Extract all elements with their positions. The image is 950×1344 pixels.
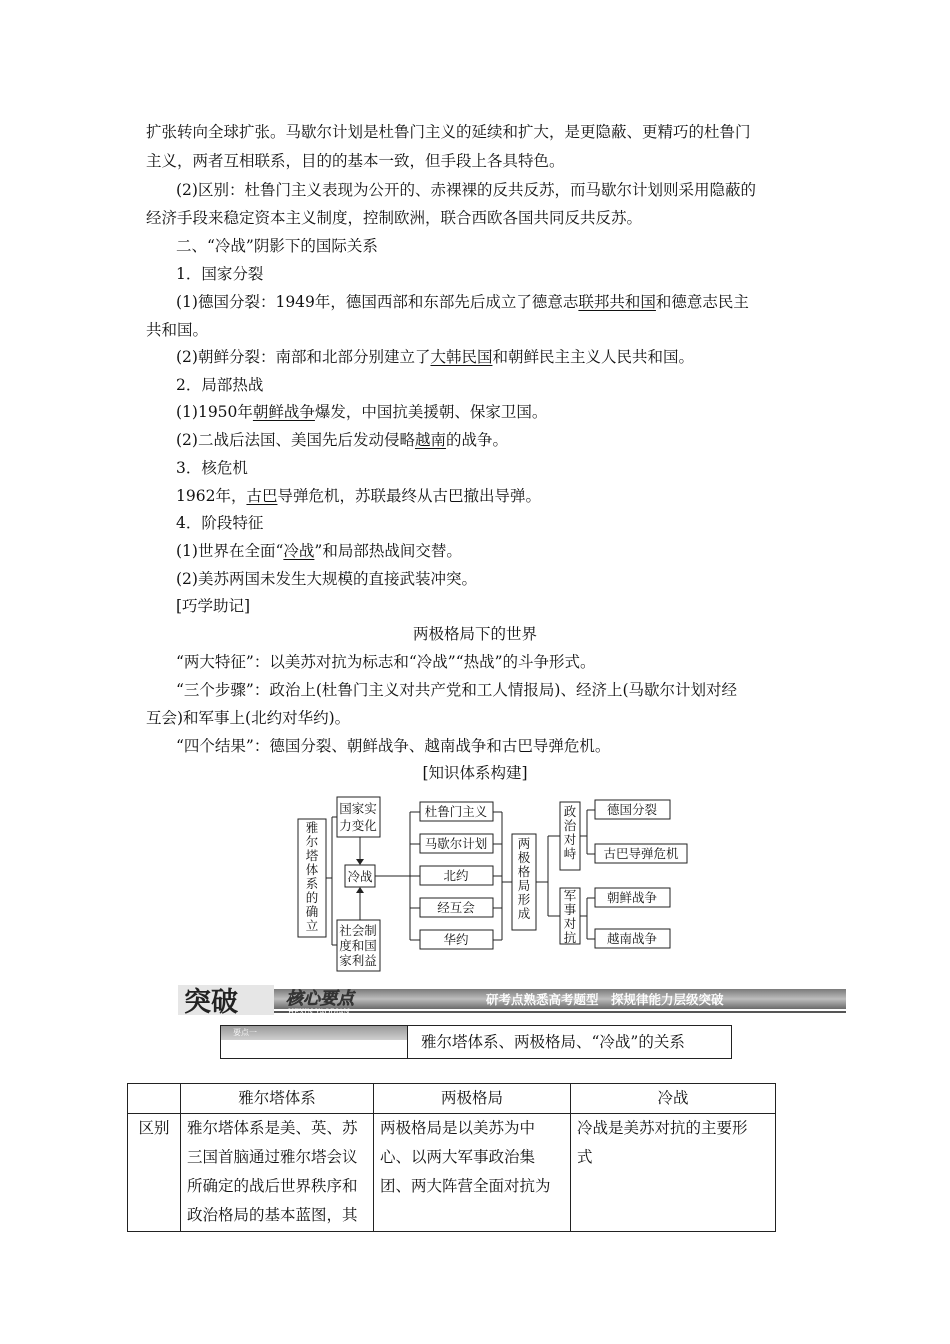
vertical-char: 极 [517, 850, 531, 865]
text-span: 导弹危机，苏联最终从古巴撤出导弹。 [277, 487, 541, 505]
vertical-char: 系 [305, 876, 319, 891]
subheading: 1．国家分裂 [176, 265, 264, 283]
cell-line: 政治格局的基本蓝图，其 [187, 1206, 358, 1224]
text-span: (2)二战后法国、美国先后发动侵略 [176, 431, 415, 449]
vertical-char: 体 [305, 862, 319, 877]
cell-line: 式 [577, 1148, 593, 1166]
vertical-char: 成 [517, 906, 531, 921]
blank-answer: 朝鲜战争 [252, 403, 315, 421]
subheading: 2．局部热战 [176, 376, 264, 394]
diagram-result: 朝鲜战争 [606, 890, 658, 905]
section-banner [178, 985, 846, 1015]
table-cell [374, 1114, 571, 1232]
vertical-char: 对 [563, 832, 577, 847]
vertical-char: 确 [305, 904, 319, 919]
subheading: 4．阶段特征 [176, 514, 264, 532]
paragraph-line: 互会)和军事上(北约对华约)。 [146, 709, 351, 727]
memory-tip-title: 两极格局下的世界 [412, 625, 537, 643]
topic-title: 雅尔塔体系、两极格局、“冷战”的关系 [421, 1033, 685, 1051]
diagram-political-label [564, 804, 577, 861]
vertical-char: 局 [517, 878, 531, 893]
knowledge-structure-heading: [知识体系构建] [422, 764, 528, 782]
paragraph-line [176, 541, 462, 561]
diagram-item: 北约 [443, 868, 469, 883]
paragraph-line: “四个结果”：德国分裂、朝鲜战争、越南战争和古巴导弹危机。 [176, 737, 611, 755]
diagram-result: 古巴导弹危机 [603, 846, 679, 861]
vertical-char: 事 [563, 902, 577, 917]
text-span: (2)朝鲜分裂：南部和北部分别建立了 [176, 348, 431, 366]
vertical-char: 格 [517, 864, 531, 879]
diagram-bottom-line: 家利益 [339, 953, 377, 968]
diagram-result: 德国分裂 [606, 802, 658, 817]
table-row-label: 区别 [128, 1114, 181, 1232]
diagram-top-line: 力变化 [339, 818, 377, 833]
paragraph-line: “三个步骤”：政治上(杜鲁门主义对共产党和工人情报局)、经济上(马歇尔计划对经 [176, 681, 737, 699]
cell-line: 所确定的战后世界秩序和 [187, 1177, 358, 1195]
vertical-char: 塔 [305, 848, 319, 863]
blank-answer: 越南 [414, 431, 446, 449]
cell-line: 三国首脑通过雅尔塔会议 [187, 1148, 358, 1166]
text-span: 的战争。 [445, 431, 508, 449]
cell-line: 心、以两大军事政治集 [380, 1148, 536, 1166]
topic-tag [221, 1026, 407, 1040]
paragraph-line: 共和国。 [146, 321, 209, 339]
vertical-char: 峙 [563, 846, 577, 861]
vertical-char: 两 [517, 836, 531, 851]
blank-answer: 联邦共和国 [578, 293, 656, 311]
diagram-item: 杜鲁门主义 [424, 804, 488, 819]
text-span: (1)1950年 [176, 403, 253, 421]
paragraph-line: “两大特征”：以美苏对抗为标志和“冷战”“热战”的斗争形式。 [176, 653, 596, 671]
section-heading: 二、“冷战”阴影下的国际关系 [176, 237, 378, 255]
table-header-row [128, 1084, 776, 1114]
banner-big-text: 突破 [184, 987, 238, 1015]
table-header-cell [128, 1084, 181, 1114]
diagram-cold-war-label: 冷战 [347, 869, 373, 884]
paragraph-line: (2)美苏两国未发生大规模的直接武装冲突。 [176, 570, 477, 588]
memory-tip-heading: [巧学助记] [176, 597, 251, 615]
diagram-result: 越南战争 [606, 931, 658, 946]
subheading: 3．核危机 [176, 459, 248, 477]
diagram-bipolar-label [518, 836, 531, 921]
vertical-char: 军 [563, 888, 577, 903]
paragraph-line: 主义，两者互相联系，目的的基本一致，但手段上各具特色。 [146, 152, 565, 170]
paragraph-line [176, 486, 541, 506]
vertical-char: 形 [517, 892, 531, 907]
vertical-char: 政 [563, 804, 577, 819]
diagram-bottom-line: 度和国 [339, 938, 377, 953]
vertical-char: 治 [563, 818, 577, 833]
vertical-char: 对 [563, 916, 577, 931]
text-span: 和朝鲜民主主义人民共和国。 [492, 348, 694, 366]
cell-line: 雅尔塔体系是美、英、苏 [187, 1119, 358, 1137]
text-span: (1)德国分裂：1949年，德国西部和东部先后成立了德意志 [176, 293, 579, 311]
vertical-char: 雅 [305, 820, 319, 835]
text-span: 爆发，中国抗美援朝、保家卫国。 [314, 403, 548, 421]
banner-slogan: 研考点熟悉高考题型 探规律能力层级突破 [486, 992, 724, 1007]
text-span: 和德意志民主 [655, 293, 749, 311]
cell-line: 冷战是美苏对抗的主要形 [577, 1119, 748, 1137]
vertical-char: 尔 [305, 834, 319, 849]
table-header-cell: 冷战 [571, 1084, 776, 1114]
divider [407, 1026, 408, 1058]
table-header-cell: 两极格局 [374, 1084, 571, 1114]
diagram-item: 经互会 [437, 900, 475, 915]
diagram-military-label [564, 888, 577, 945]
cell-line: 团、两大阵营全面对抗为 [380, 1177, 551, 1195]
diagram-item: 华约 [443, 932, 469, 947]
table-cell [571, 1114, 776, 1232]
paragraph-line: 经济手段来稳定资本主义制度，控制欧洲，联合西欧各国共同反共反苏。 [146, 209, 643, 227]
diagram-bottom-line: 社会制 [339, 923, 377, 938]
blank-answer: 古巴 [246, 487, 278, 505]
table-header-cell: 雅尔塔体系 [181, 1084, 374, 1114]
diagram-top-line: 国家实 [339, 801, 377, 816]
vertical-char: 的 [305, 890, 319, 905]
vertical-char: 立 [305, 918, 319, 933]
diagram-root-label [306, 820, 319, 933]
diagram-item: 马歇尔计划 [424, 836, 488, 851]
paragraph-line [176, 292, 749, 312]
paragraph-line [176, 430, 508, 450]
paragraph-line: 扩张转向全球扩张。马歇尔计划是杜鲁门主义的延续和扩大，是更隐蔽、更精巧的杜鲁门 [146, 123, 751, 141]
blank-answer: 冷战 [283, 542, 315, 560]
text-span: (1)世界在全面“ [176, 542, 284, 560]
comparison-table [127, 1083, 776, 1232]
paragraph-line [176, 347, 694, 367]
vertical-char: 抗 [563, 930, 577, 945]
topic-box [220, 1025, 732, 1059]
table-row [128, 1114, 776, 1232]
banner-title: 核心要点 [286, 989, 354, 1009]
knowledge-diagram [290, 792, 690, 974]
cell-line: 两极格局是以美苏为中 [380, 1119, 536, 1137]
paragraph-line: (2)区别：杜鲁门主义表现为公开的、赤裸裸的反共反苏，而马歇尔计划则采用隐蔽的 [176, 181, 756, 199]
paragraph-line [176, 402, 547, 422]
text-span: ”和局部热战间交替。 [314, 542, 462, 560]
table-cell [181, 1114, 374, 1232]
text-span: 1962年， [176, 487, 247, 505]
topic-tag-label: 要点一 [233, 1028, 257, 1037]
banner-pinyin: HEXIN YAODIAN [288, 1008, 350, 1015]
blank-answer: 大韩民国 [430, 348, 493, 366]
